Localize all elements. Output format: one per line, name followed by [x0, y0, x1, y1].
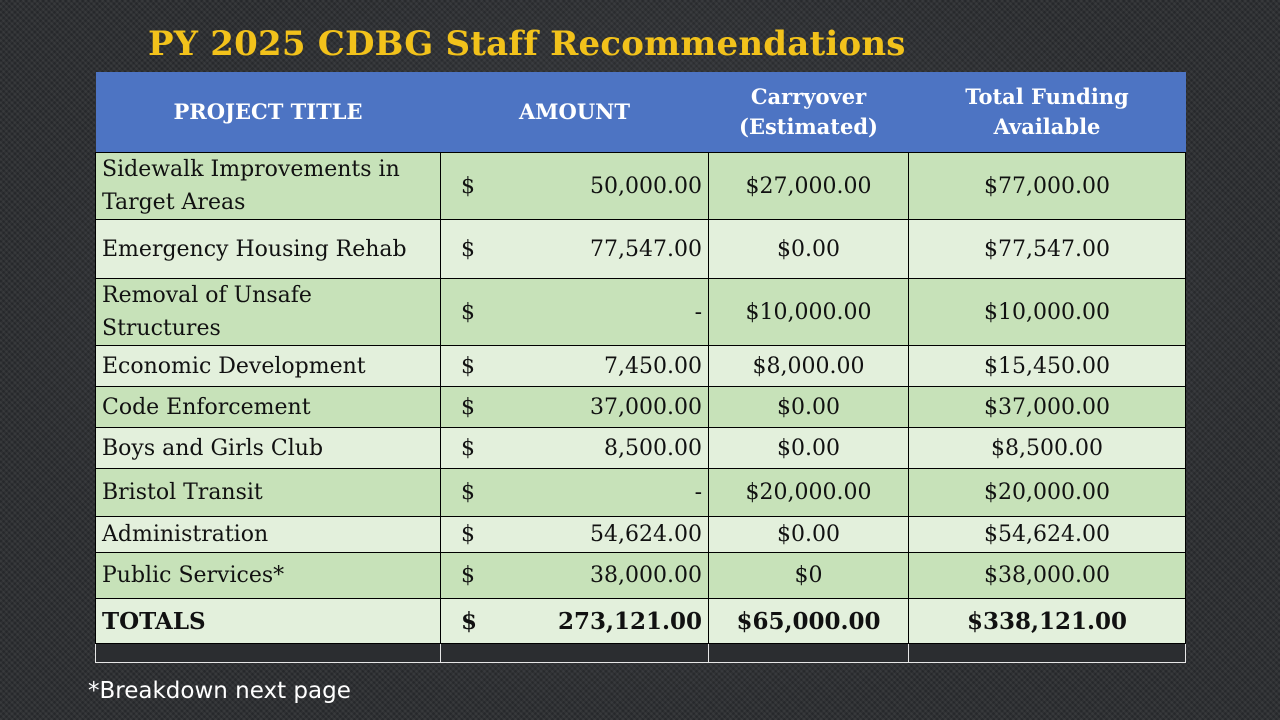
totals-amount-value: 273,121.00 — [557, 607, 702, 635]
totals-carryover-cell: $65,000.00 — [709, 599, 909, 644]
amount-cell — [441, 469, 709, 517]
totals-label: TOTALS — [96, 599, 441, 644]
amount-cell — [441, 346, 709, 387]
project-title-cell: Boys and Girls Club — [96, 428, 441, 469]
funding-table-container — [95, 72, 1185, 663]
amount-value: 54,624.00 — [590, 522, 702, 547]
currency-symbol: $ — [461, 173, 475, 199]
total-cell: $8,500.00 — [909, 428, 1186, 469]
carryover-cell: $0.00 — [709, 387, 909, 428]
table-row — [96, 428, 1186, 469]
empty-row — [96, 644, 1186, 663]
header-project-title: PROJECT TITLE — [96, 72, 441, 153]
amount-cell — [441, 387, 709, 428]
currency-symbol: $ — [461, 299, 475, 325]
table-row — [96, 279, 1186, 346]
project-title-cell: Sidewalk Improvements in Target Areas — [96, 153, 441, 220]
currency-symbol: $ — [461, 522, 475, 547]
total-cell: $77,000.00 — [909, 153, 1186, 220]
carryover-cell: $10,000.00 — [709, 279, 909, 346]
amount-cell — [441, 220, 709, 279]
empty-cell — [441, 644, 709, 663]
project-title-cell: Administration — [96, 517, 441, 553]
table-row — [96, 153, 1186, 220]
totals-total-cell: $338,121.00 — [909, 599, 1186, 644]
footnote: *Breakdown next page — [88, 678, 351, 704]
amount-cell — [441, 153, 709, 220]
carryover-cell: $0 — [709, 553, 909, 599]
project-title-cell: Economic Development — [96, 346, 441, 387]
table-row — [96, 553, 1186, 599]
total-cell: $37,000.00 — [909, 387, 1186, 428]
empty-cell — [909, 644, 1186, 663]
table-row — [96, 387, 1186, 428]
header-total-funding: Total Funding Available — [909, 72, 1186, 153]
table-row — [96, 220, 1186, 279]
amount-value: 8,500.00 — [604, 435, 702, 461]
project-title-cell: Code Enforcement — [96, 387, 441, 428]
project-title-cell: Emergency Housing Rehab — [96, 220, 441, 279]
totals-row — [96, 599, 1186, 644]
header-carryover: Carryover (Estimated) — [709, 72, 909, 153]
carryover-cell: $0.00 — [709, 220, 909, 279]
amount-value: 37,000.00 — [590, 394, 702, 420]
currency-symbol: $ — [461, 563, 475, 588]
table-header-row — [96, 72, 1186, 153]
slide-title: PY 2025 CDBG Staff Recommendations — [148, 24, 906, 64]
table-row — [96, 517, 1186, 553]
amount-value: 50,000.00 — [590, 173, 702, 199]
amount-value: - — [694, 480, 702, 505]
amount-cell — [441, 428, 709, 469]
totals-amount-cell — [441, 599, 709, 644]
carryover-cell: $8,000.00 — [709, 346, 909, 387]
carryover-cell: $0.00 — [709, 428, 909, 469]
amount-cell — [441, 553, 709, 599]
carryover-cell: $0.00 — [709, 517, 909, 553]
total-cell: $38,000.00 — [909, 553, 1186, 599]
funding-table — [95, 72, 1186, 663]
currency-symbol: $ — [461, 435, 475, 461]
header-amount: AMOUNT — [441, 72, 709, 153]
project-title-cell: Bristol Transit — [96, 469, 441, 517]
amount-value: 77,547.00 — [590, 236, 702, 262]
empty-cell — [709, 644, 909, 663]
table-row — [96, 346, 1186, 387]
amount-value: - — [694, 299, 702, 325]
currency-symbol: $ — [461, 236, 475, 262]
empty-cell — [96, 644, 441, 663]
total-cell: $54,624.00 — [909, 517, 1186, 553]
project-title-cell: Public Services* — [96, 553, 441, 599]
amount-cell — [441, 517, 709, 553]
amount-value: 38,000.00 — [590, 563, 702, 588]
total-cell: $10,000.00 — [909, 279, 1186, 346]
currency-symbol: $ — [461, 480, 475, 505]
carryover-cell: $27,000.00 — [709, 153, 909, 220]
table-row — [96, 469, 1186, 517]
total-cell: $15,450.00 — [909, 346, 1186, 387]
currency-symbol: $ — [461, 394, 475, 420]
amount-cell — [441, 279, 709, 346]
currency-symbol: $ — [461, 607, 478, 635]
total-cell: $77,547.00 — [909, 220, 1186, 279]
currency-symbol: $ — [461, 353, 475, 379]
project-title-cell: Removal of Unsafe Structures — [96, 279, 441, 346]
carryover-cell: $20,000.00 — [709, 469, 909, 517]
total-cell: $20,000.00 — [909, 469, 1186, 517]
amount-value: 7,450.00 — [604, 353, 702, 379]
